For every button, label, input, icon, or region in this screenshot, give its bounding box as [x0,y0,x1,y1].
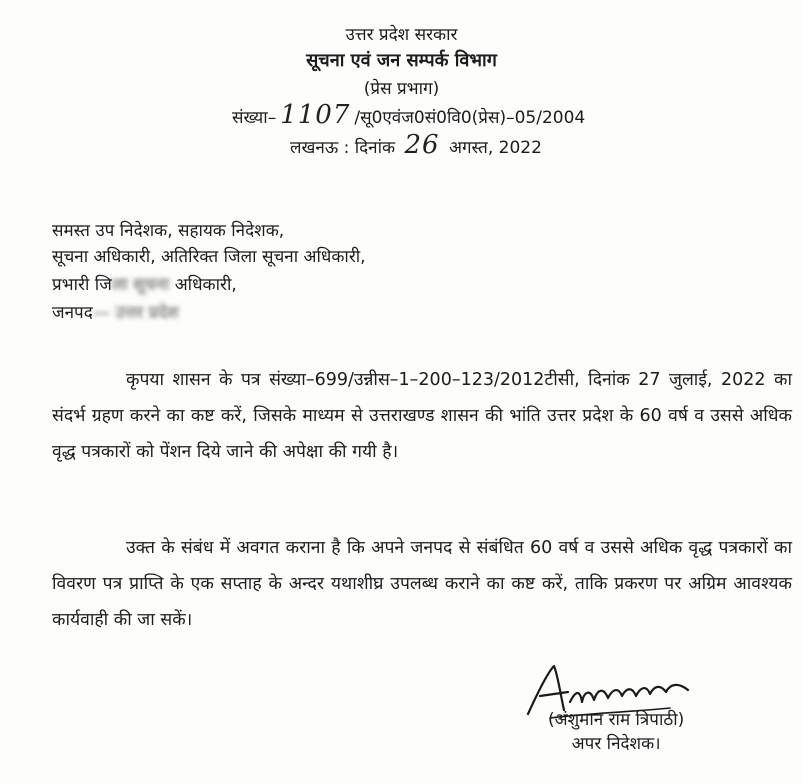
letter-date [290,130,542,160]
government-heading: उत्तर प्रदेश सरकार [345,25,458,45]
date-suffix: अगस्त, 2022 [448,138,542,158]
reference-number [232,100,586,130]
body-paragraph-2: उक्त के संबंध में अवगत कराना है कि अपने जनपद से संबंधित 60 वर्ष व उससे अधिक वृद्ध पत्रकारों का विवरण पत्र प्राप्ति के एक सप्ताह के अन्दर यथाशीघ्र उपलब्ध कराने का कष्ट करें, ताकि प्रकरण पर अग्रिम आवश्यक कार्यवाही की जा सकें। [52,538,792,630]
handwritten-date-day: 26 [404,130,440,160]
date-prefix: लखनऊ : दिनांक [290,138,396,158]
addressee-line-2: सूचना अधिकारी, अतिरिक्त जिला सूचना अधिकारी, [52,247,366,267]
section-heading: (प्रेस प्रभाग) [363,79,440,99]
signatory-name: (अंशुमान राम त्रिपाठी) [548,710,685,730]
reference-code: /सू0एवंज0सं0वि0(प्रेस)–05/2004 [354,108,586,128]
addressee-line-1: समस्त उप निदेशक, सहायक निदेशक, [52,221,285,241]
signature-block [548,708,684,756]
redacted-text: ला सूचना [111,275,170,295]
addressee-line-4-start: जनपद [52,303,93,323]
department-heading: सूचना एवं जन सम्पर्क विभाग [306,50,497,71]
addressee-line-4 [52,302,179,324]
handwritten-reference-number: 1107 [280,100,351,130]
addressee-line-3-end: अधिकारी, [174,275,237,295]
reference-label: संख्या– [232,108,277,128]
signatory-designation: अपर निदेशक। [571,734,661,754]
redacted-text: — उत्तर प्रदेश [92,303,179,323]
addressee-line-3 [52,274,237,296]
addressee-line-3-start: प्रभारी जि [52,275,112,295]
body-paragraph-1: कृपया शासन के पत्र संख्या–699/उन्नीस–1–200–123/2012टीसी, दिनांक 27 जुलाई, 2022 का संदर्भ ग्रहण करने का कष्ट करें, जिसके माध्यम से उत्तराखण्ड शासन की भांति उत्तर प्रदेश के 60 वर्ष व उससे अधिक वृद्ध पत्रकारों को पेंशन दिये जाने की अपेक्षा की गयी है। [52,370,792,462]
